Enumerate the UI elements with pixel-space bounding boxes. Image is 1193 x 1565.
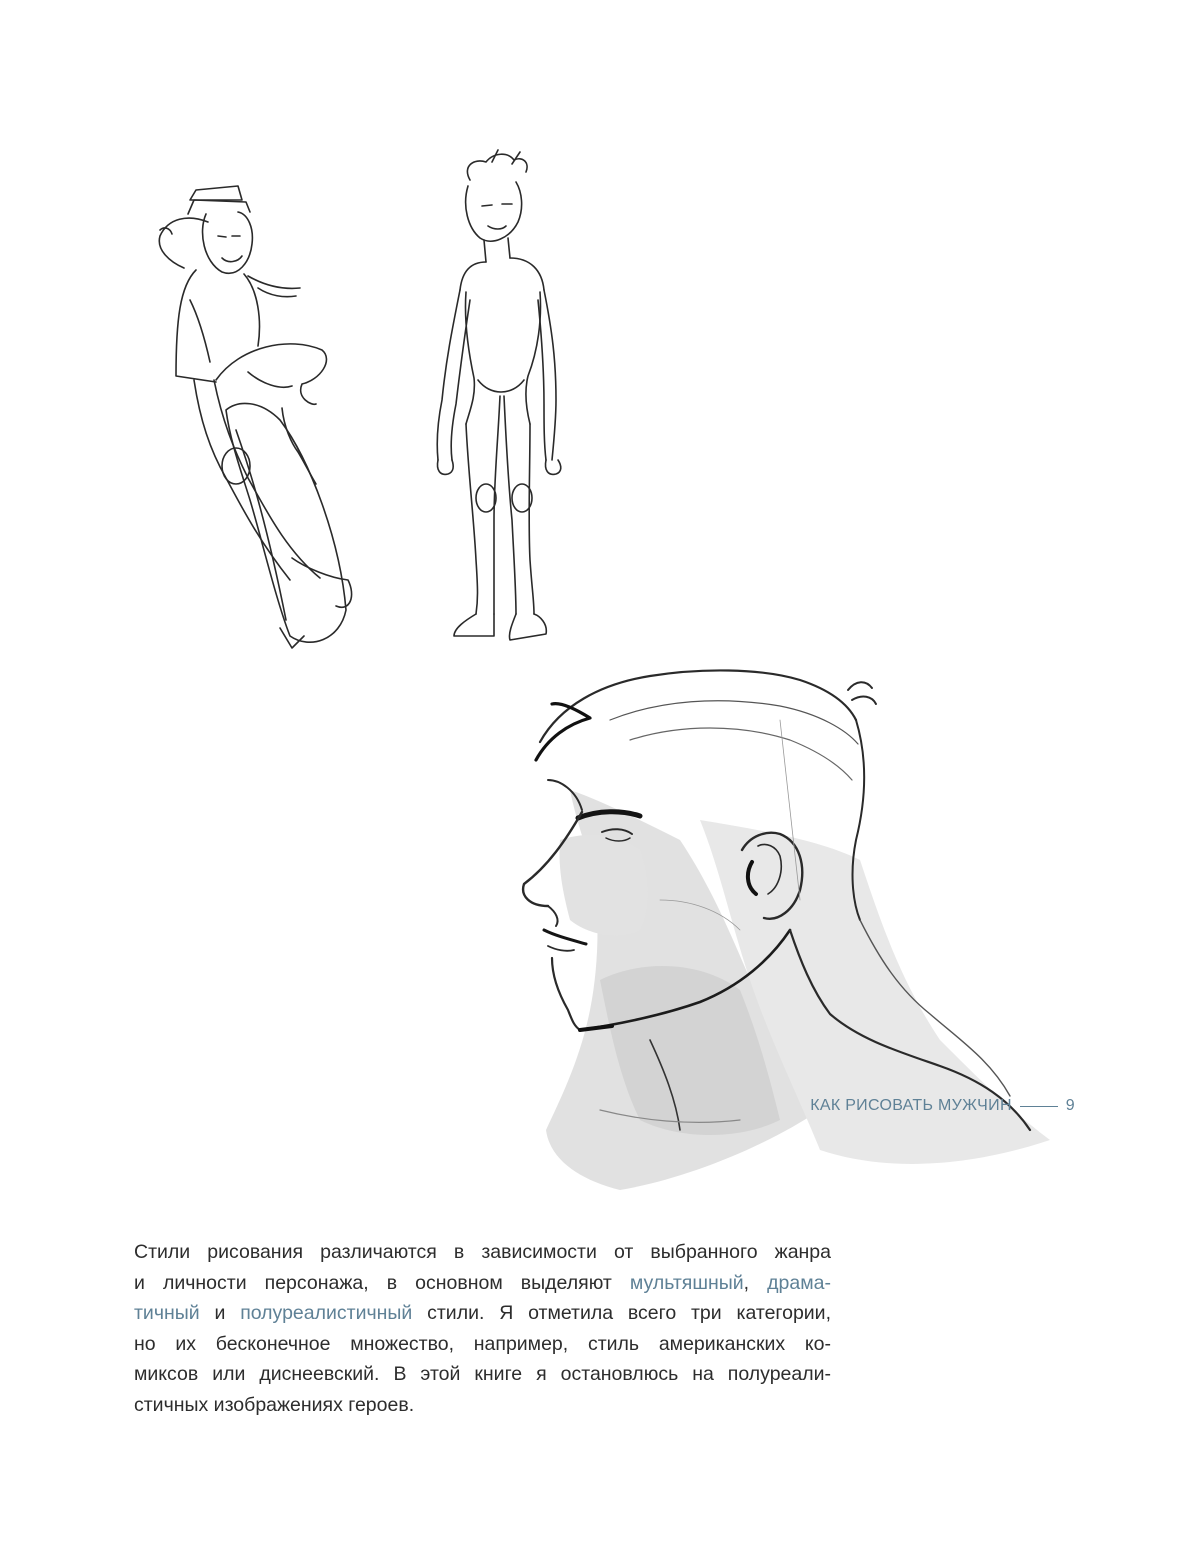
body-line-1: Стили рисования различаются в зависимости от выбранного жанра [134, 1241, 831, 1263]
running-title: КАК РИСОВАТЬ МУЖЧИН [810, 1097, 1012, 1114]
page-number: 9 [1065, 1097, 1075, 1114]
footer-divider [1020, 1106, 1058, 1107]
style-term-dramatic-part1: драма- [767, 1271, 831, 1294]
page-footer [810, 1097, 1075, 1115]
body-line-2-separator: , [743, 1271, 768, 1294]
style-term-semirealistic: полуреалистичный [240, 1302, 413, 1325]
body-paragraph [134, 1237, 831, 1421]
style-term-cartoon: мультяшный [629, 1271, 744, 1294]
body-line-6: стичных изображениях героев. [134, 1393, 415, 1416]
skateboarder-sketch [159, 186, 351, 648]
body-line-4: но их бесконечное множество, например, стиль американских ко- [134, 1332, 831, 1355]
body-line-3-text: стили. Я отметила всего три категории, [412, 1302, 831, 1325]
body-line-3 [134, 1298, 831, 1329]
body-line-2 [134, 1268, 831, 1299]
standing-figure-sketch [437, 150, 561, 640]
body-line-3-conjunction: и [199, 1302, 241, 1325]
style-term-dramatic-part2: тичный [134, 1302, 200, 1325]
body-line-5: миксов или диснеевский. В этой книге я остановлюсь на полуреали- [134, 1363, 831, 1386]
body-line-2-text: и личности персонажа, в основном выделяют [134, 1271, 630, 1294]
